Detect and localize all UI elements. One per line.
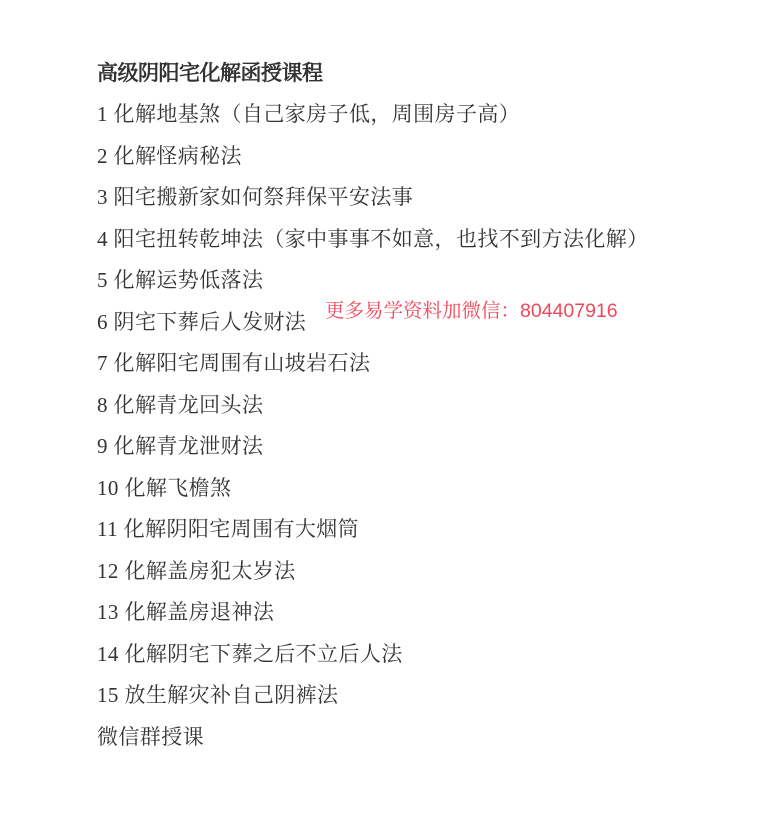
course-item-3: 3 阳宅搬新家如何祭拜保平安法事 [97, 185, 414, 209]
course-item-15: 15 放生解灾补自己阴裤法 [97, 683, 339, 707]
course-item-10: 10 化解飞檐煞 [97, 475, 232, 500]
course-item-2: 2 化解怪病秘法 [97, 143, 242, 168]
course-item-14: 14 化解阴宅下葬之后不立后人法 [97, 641, 403, 666]
course-item-11: 11 化解阴阳宅周围有大烟筒 [97, 517, 360, 541]
course-outline [97, 52, 697, 758]
footer-line: 微信群授课 [97, 724, 204, 749]
course-item-9: 9 化解青龙泄财法 [97, 434, 264, 458]
course-item-12: 12 化解盖房犯太岁法 [97, 558, 296, 583]
course-item-13: 13 化解盖房退神法 [97, 600, 275, 624]
course-item-5: 5 化解运势低落法 [97, 268, 264, 292]
page-title: 高级阴阳宅化解函授课程 [97, 61, 323, 85]
course-item-7: 7 化解阳宅周围有山坡岩石法 [97, 351, 371, 375]
course-item-8: 8 化解青龙回头法 [97, 392, 264, 417]
course-item-4: 4 阳宅扭转乾坤法（家中事事不如意，也找不到方法化解） [97, 226, 649, 251]
course-item-6: 6 阴宅下葬后人发财法 [97, 309, 307, 334]
wechat-contact-watermark: 更多易学资料加微信：804407916 [325, 300, 618, 322]
course-item-1: 1 化解地基煞（自己家房子低，周围房子高） [97, 102, 521, 126]
